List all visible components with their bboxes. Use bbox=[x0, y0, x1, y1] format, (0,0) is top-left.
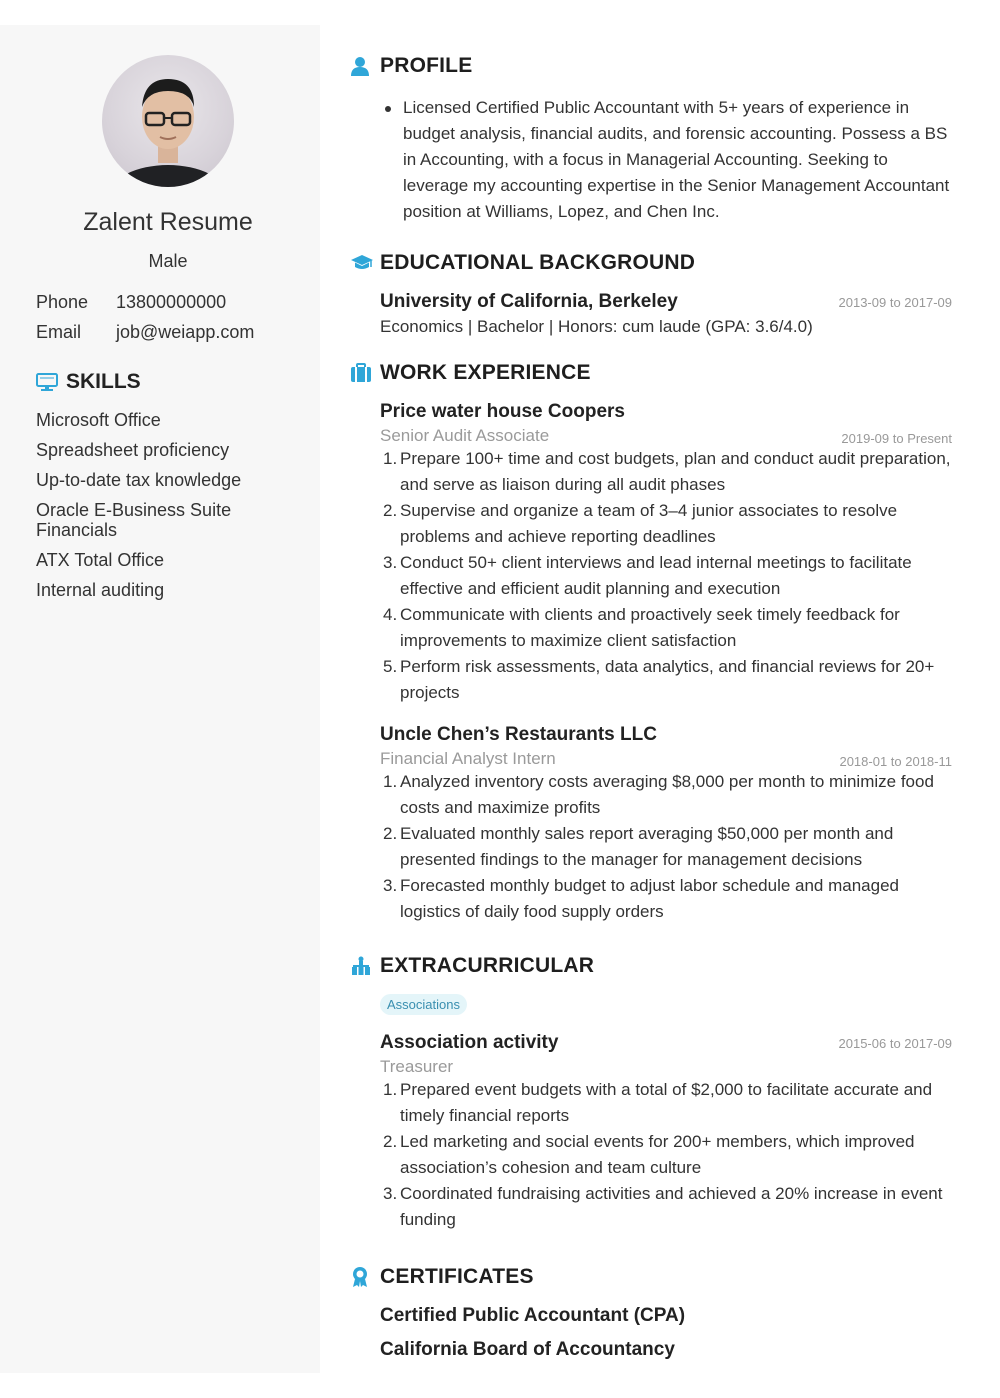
skills-heading bbox=[36, 370, 141, 394]
job-duties bbox=[380, 446, 952, 706]
list-item: 5. Perform risk assessments, data analytics, and financial reviews for 20+ projects bbox=[383, 657, 935, 702]
skill-item: ATX Total Office bbox=[36, 550, 165, 570]
job-date: 2018-01 to 2018-11 bbox=[839, 754, 952, 769]
company-name: Price water house Coopers bbox=[380, 401, 625, 422]
activity-date: 2015-06 to 2017-09 bbox=[838, 1036, 952, 1051]
certificate-item: Certified Public Accountant (CPA) bbox=[380, 1305, 686, 1326]
contact-email bbox=[36, 322, 254, 343]
certificates-title: CERTIFICATES bbox=[380, 1265, 534, 1288]
activity-name: Association activity bbox=[380, 1032, 559, 1053]
sidebar bbox=[0, 25, 320, 1373]
list-item: 3. Coordinated fundraising activities and achieved a 20% increase in event funding bbox=[383, 1184, 943, 1229]
education-entry bbox=[380, 291, 952, 337]
job-entry bbox=[380, 724, 952, 925]
job-role: Financial Analyst Intern bbox=[380, 749, 556, 768]
company-name: Uncle Chen’s Restaurants LLC bbox=[380, 724, 657, 745]
work-title: WORK EXPERIENCE bbox=[380, 361, 591, 384]
contact-phone bbox=[36, 292, 226, 313]
certificates-heading bbox=[350, 1265, 534, 1289]
job-duties bbox=[380, 769, 952, 925]
list-item: 3. Forecasted monthly budget to adjust labor schedule and managed logistics of daily food supply orders bbox=[383, 876, 899, 921]
skill-item: Microsoft Office bbox=[36, 410, 161, 430]
skill-item: Spreadsheet proficiency bbox=[36, 440, 230, 460]
user-icon bbox=[350, 56, 370, 76]
job-date: 2019-09 to Present bbox=[841, 431, 952, 446]
profile-title: PROFILE bbox=[380, 54, 473, 77]
person-photo-icon bbox=[102, 55, 234, 187]
skills-list bbox=[36, 410, 296, 610]
contact-label: Phone bbox=[36, 292, 89, 312]
skill-item: Up-to-date tax knowledge bbox=[36, 470, 242, 490]
list-item: 2. Led marketing and social events for 200+ members, which improved association’s cohesion and team culture bbox=[383, 1132, 915, 1177]
job-entry bbox=[380, 401, 952, 706]
list-item: 4. Communicate with clients and proactively seek timely feedback for improvements to maximize client satisfaction bbox=[383, 605, 900, 650]
avatar bbox=[102, 55, 234, 187]
organization-icon bbox=[350, 956, 372, 976]
skills-title: SKILLS bbox=[66, 370, 141, 393]
list-item: 3. Conduct 50+ client interviews and lead internal meetings to facilitate effective and efficient audit planning and execution bbox=[383, 553, 912, 598]
profile-block bbox=[380, 95, 952, 225]
list-item: 1. Analyzed inventory costs averaging $8,000 per month to minimize food costs and maximize profits bbox=[383, 772, 934, 817]
education-date: 2013-09 to 2017-09 bbox=[838, 295, 952, 310]
contact-value: 13800000000 bbox=[116, 292, 227, 312]
job-role: Senior Audit Associate bbox=[380, 426, 550, 445]
skill-item: Internal auditing bbox=[36, 580, 165, 600]
skill-item: Oracle E-Business Suite Financials bbox=[36, 500, 232, 540]
list-item: 2. Evaluated monthly sales report averaging $50,000 per month and presented findings to the manager for management decisions bbox=[383, 824, 894, 869]
monitor-icon bbox=[36, 373, 58, 391]
list-item: 1. Prepared event budgets with a total of $2,000 to facilitate accurate and timely financial reports bbox=[383, 1080, 933, 1125]
category-tag: Associations bbox=[380, 994, 467, 1015]
graduation-cap-icon bbox=[350, 254, 374, 272]
candidate-name: Zalent Resume bbox=[83, 208, 253, 236]
activity-role: Treasurer bbox=[380, 1057, 454, 1076]
work-heading bbox=[350, 361, 591, 385]
activity-entry bbox=[380, 1032, 952, 1233]
activity-duties bbox=[380, 1077, 952, 1233]
education-heading bbox=[350, 251, 695, 275]
award-ribbon-icon bbox=[350, 1266, 370, 1288]
school-name: University of California, Berkeley bbox=[380, 291, 678, 312]
briefcase-icon bbox=[350, 363, 372, 383]
extracurricular-title: EXTRACURRICULAR bbox=[380, 954, 595, 977]
profile-text: Licensed Certified Public Accountant with 5+ years of experience in budget analysis, financial audits, and forensic accounting. Possess a BS in Accounting, with a focus in Managerial Accounting. Seeking to leverage my accounting expertise in the Senior Management Accountant position at Williams, Lopez, and Chen Inc. bbox=[380, 95, 952, 225]
education-title: EDUCATIONAL BACKGROUND bbox=[380, 251, 696, 274]
education-detail: Economics | Bachelor | Honors: cum laude (GPA: 3.6/4.0) bbox=[380, 317, 813, 336]
contact-label: Email bbox=[36, 322, 82, 342]
list-item: 1. Prepare 100+ time and cost budgets, plan and conduct audit preparation, and serve as liaison during all audit phases bbox=[383, 449, 951, 494]
list-item: 2. Supervise and organize a team of 3–4 junior associates to resolve problems and achieve reporting deadlines bbox=[383, 501, 898, 546]
profile-heading bbox=[350, 54, 472, 78]
certificate-item: California Board of Accountancy bbox=[380, 1339, 675, 1360]
extracurricular-heading bbox=[350, 954, 594, 978]
candidate-gender: Male bbox=[148, 251, 188, 271]
tag-row bbox=[380, 994, 952, 1015]
contact-value[interactable]: job@weiapp.com bbox=[116, 322, 255, 342]
